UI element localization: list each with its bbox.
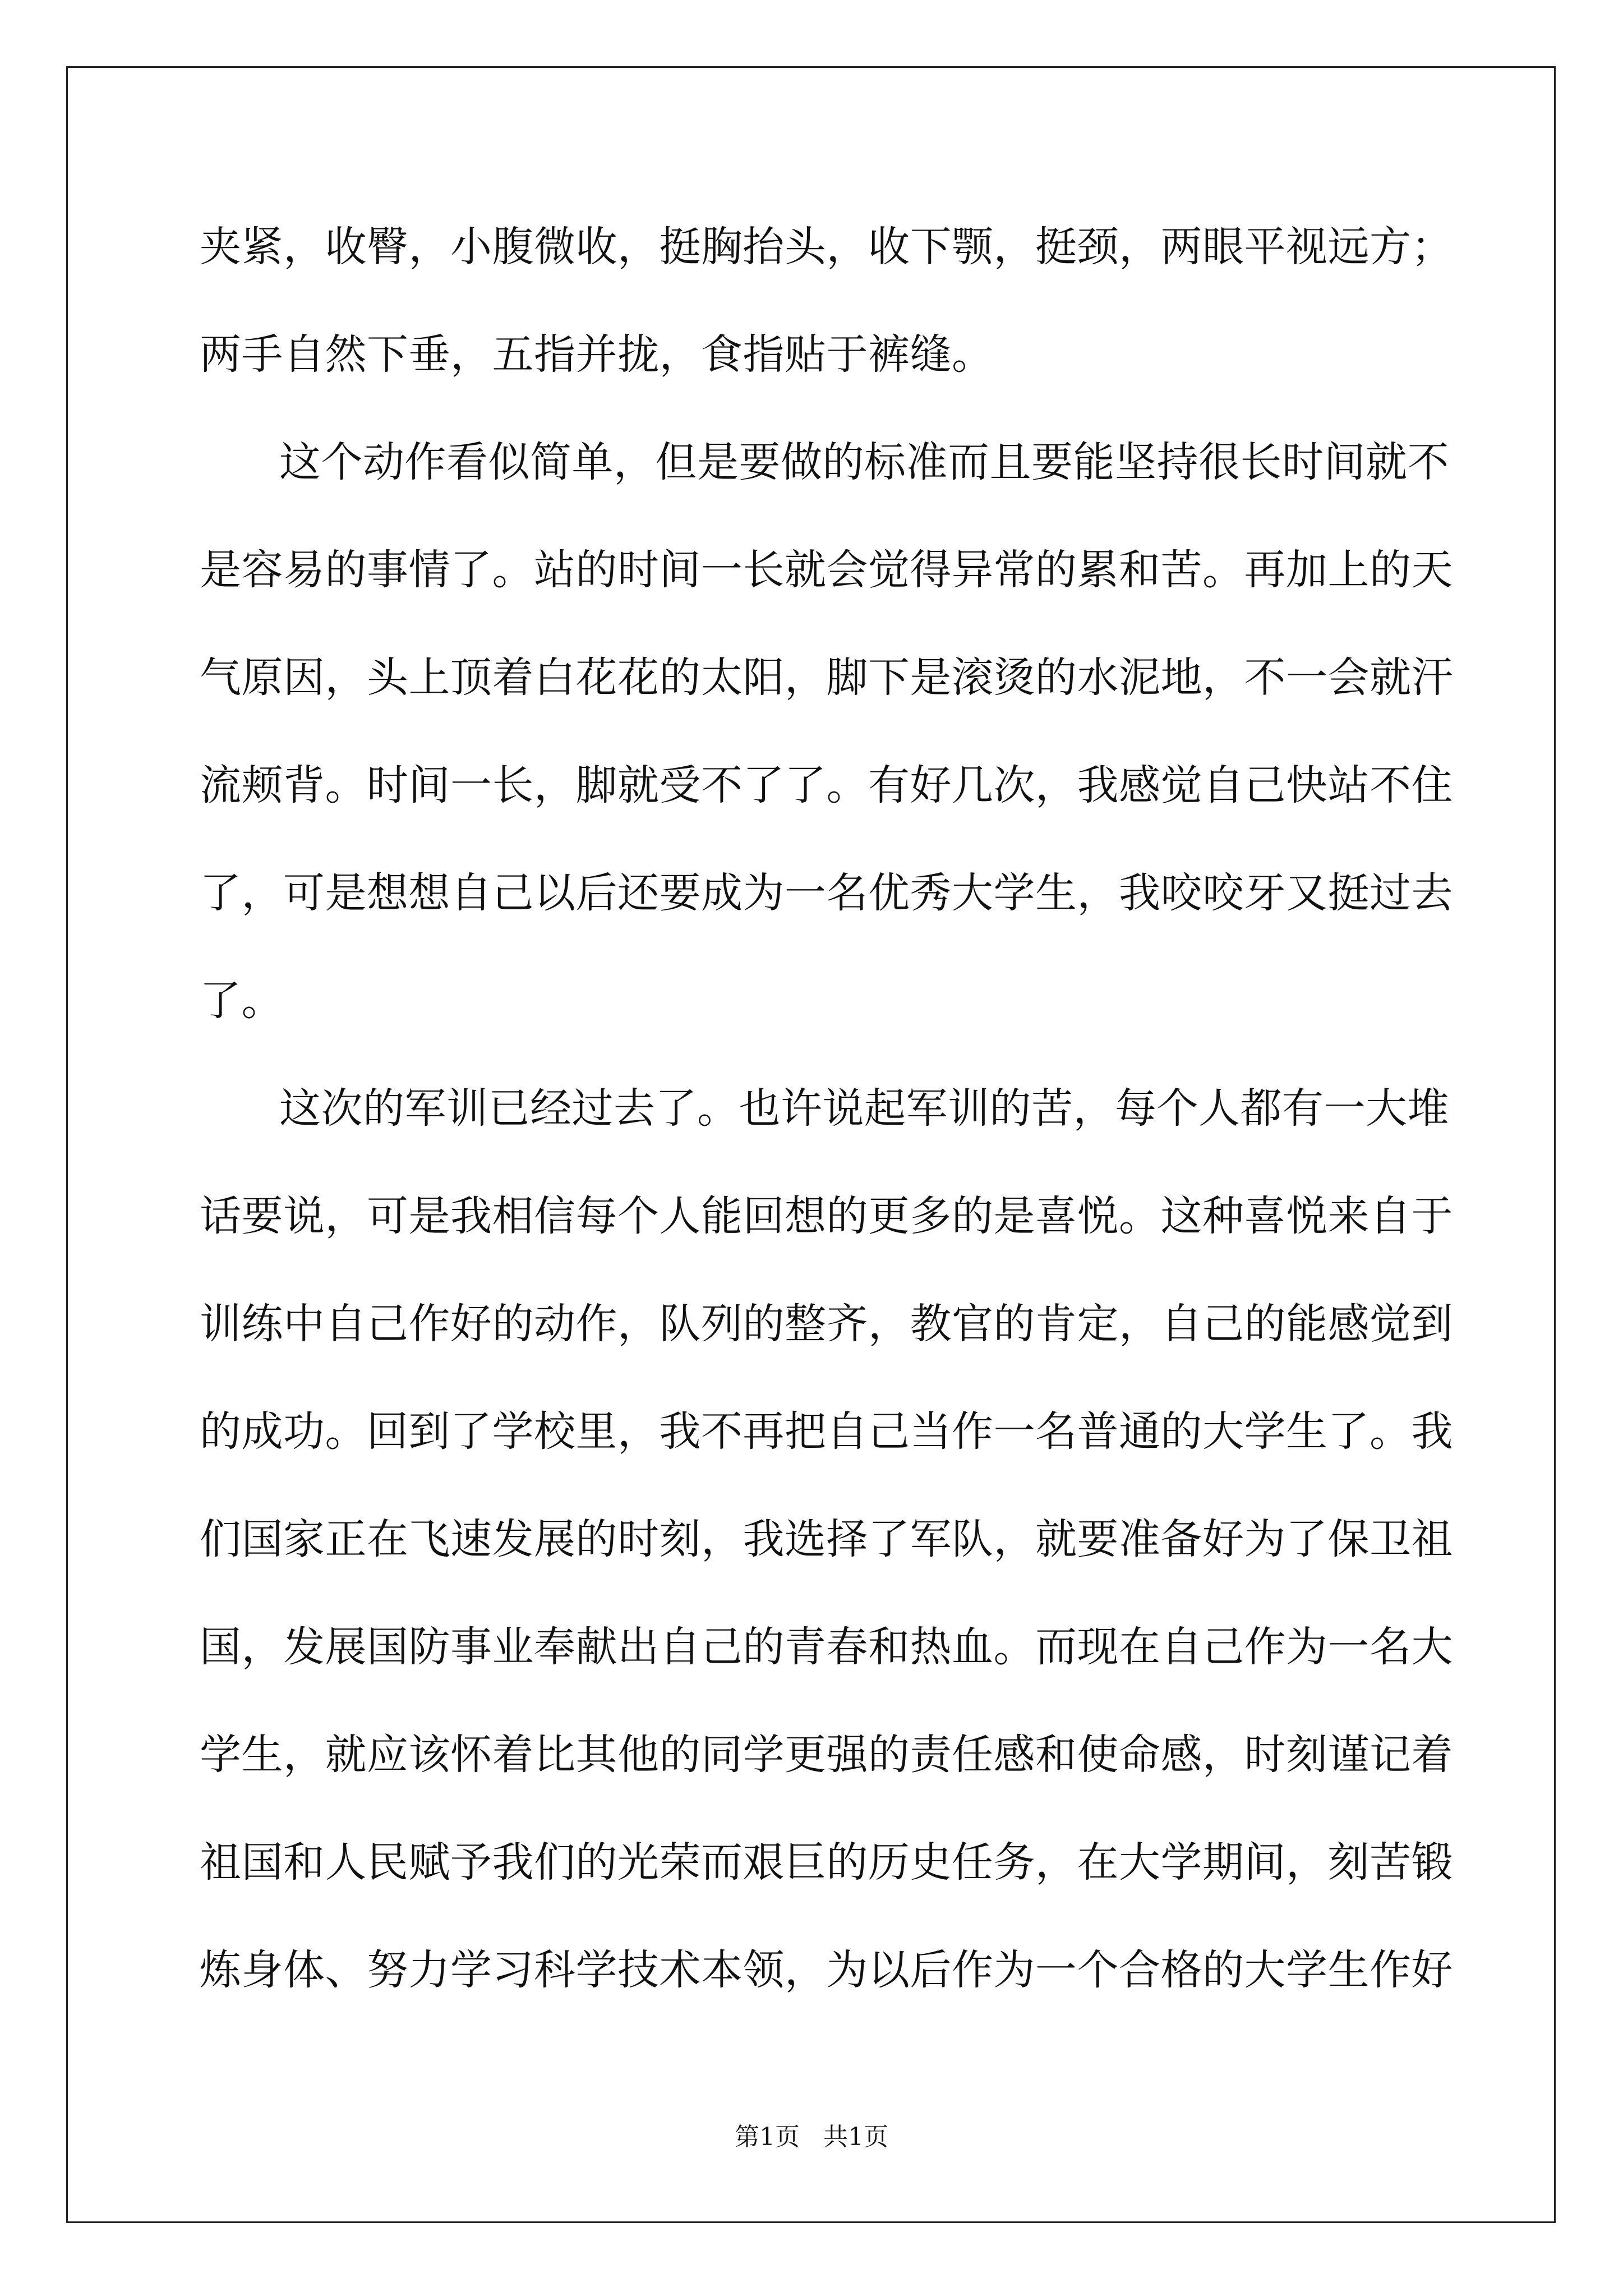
text-line: 夹紧，收臀，小腹微收，挺胸抬头，收下颚，挺颈，两眼平视远方； [200, 223, 1453, 271]
text-line: 是容易的事情了。站的时间一长就会觉得异常的累和苦。再加上的天 [200, 546, 1453, 594]
text-line: 了，可是想想自己以后还要成为一名优秀大学生，我咬咬牙又挺过去 [200, 869, 1453, 917]
text-line: 气原因，头上顶着白花花的太阳，脚下是滚烫的水泥地，不一会就汗 [200, 654, 1453, 702]
page-border [66, 66, 1556, 2223]
text-line: 两手自然下垂，五指并拢，食指贴于裤缝。 [200, 330, 994, 379]
text-line: 话要说，可是我相信每个人能回想的更多的是喜悦。这种喜悦来自于 [200, 1192, 1453, 1240]
text-line: 训练中自己作好的动作，队列的整齐，教官的肯定，自己的能感觉到 [200, 1300, 1453, 1348]
text-line: 国，发展国防事业奉献出自己的青春和热血。而现在自己作为一名大 [200, 1623, 1453, 1671]
text-line: 祖国和人民赋予我们的光荣而艰巨的历史任务，在大学期间，刻苦锻 [200, 1838, 1453, 1887]
text-line: 学生，就应该怀着比其他的同学更强的责任感和使命感，时刻谨记着 [200, 1731, 1453, 1779]
text-line: 们国家正在飞速发展的时刻，我选择了军队，就要准备好为了保卫祖 [200, 1515, 1453, 1563]
text-line: 流颊背。时间一长，脚就受不了了。有好几次，我感觉自己快站不住 [200, 761, 1453, 809]
page-number-footer: 第1页 共1页 [735, 2123, 888, 2151]
text-line: 了。 [200, 977, 283, 1025]
text-line: 的成功。回到了学校里，我不再把自己当作一名普通的大学生了。我 [200, 1407, 1453, 1456]
paragraph-first-line: 这个动作看似简单，但是要做的标准而且要能坚持很长时间就不 [279, 438, 1449, 486]
paragraph-first-line: 这次的军训已经过去了。也许说起军训的苦，每个人都有一大堆 [279, 1084, 1449, 1133]
text-line: 炼身体、努力学习科学技术本领，为以后作为一个合格的大学生作好 [200, 1946, 1453, 1994]
